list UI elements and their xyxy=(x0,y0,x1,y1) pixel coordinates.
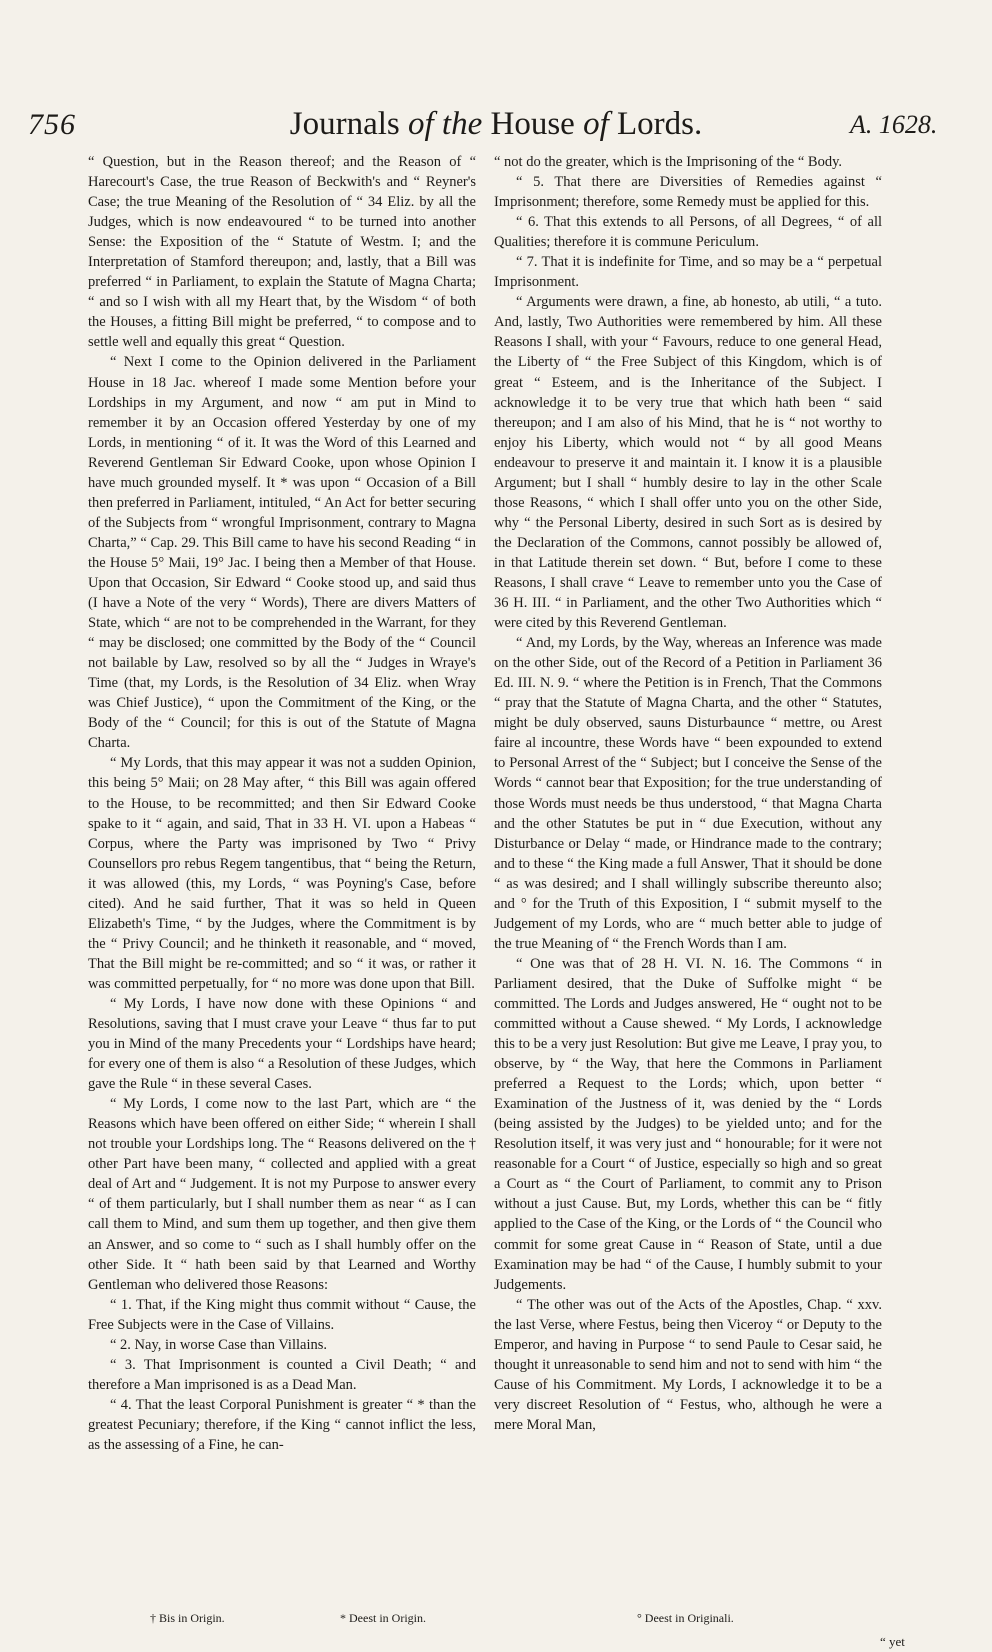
paragraph: “ 4. That the least Corporal Punishment is greater “ * than the greatest Pecuniary; therefore, if the King “ cannot inflict the less, as the assessing of a Fine, he can- xyxy=(88,1396,476,1453)
paragraph: “ Question, but in the Reason thereof; and the Reason of “ Harecourt's Case, the true Reason of Beckwith's and “ Reyner's Case; the true Meaning of the Resolution of “ 34 Eliz. by all the Judges, which is now endeavoured “ to be turned into another Sense: the Exposition of the “ Statute of Westm. I; and the Interpretation of Stamford thereupon; and, lastly, that a Bill was preferred “ in Parliament, to explain the Statute of Magna Charta; “ and so I wish with all my Heart that, by the Wisdom “ of both the Houses, a fitting Bill might be preferred, “ to compose and to settle well and equally this great “ Question. xyxy=(88,154,476,351)
paragraph: “ 7. That it is indefinite for Time, and so may be a “ perpetual Imprisonment. xyxy=(494,254,882,291)
footnote-bis: † Bis in Origin. xyxy=(150,1611,225,1625)
title-word-of: of xyxy=(583,106,609,142)
year-heading: A. 1628. xyxy=(850,110,938,139)
catchword: “ yet xyxy=(880,1634,905,1649)
title-word-of-the: of the xyxy=(408,106,483,142)
title-word-lords: Lords. xyxy=(616,106,703,142)
paragraph: “ My Lords, I have now done with these Opinions “ and Resolutions, saving that I must crave your Leave “ thus far to put you in Mind of the many Precedents your “ Lordships have heard; for every one of them is also “ a Resolution of these Judges, which gave the Rule “ in these several Cases. xyxy=(88,995,476,1093)
paragraph: “ Next I come to the Opinion delivered in the Parliament House in 18 Jac. whereof I made some Mention before your Lordships in my Argument, and now “ am put in Mind to remember it by an Occasion offered Yesterday by one of my Lords, in mentioning “ of it. It was the Word of this Learned and Reverend Gentleman Sir Edward Cooke, upon whose Opinion I have much grounded myself. It * was upon “ Occasion of a Bill then preferred in Parliament, intituled, “ An Act for better securing of the Subjects from “ wrongful Imprisonment, contrary to Magna Charta,” “ Cap. 29. This Bill came to have his second Reading “ in the House 5° Maii, 19° Jac. I being then a Member of that House. Upon that Occasion, Sir Edward “ Cooke stood up, and said thus (I have a Note of the very “ Words), There are divers Matters of State, which “ are not to be comprehended in the Warrant, for they “ may be disclosed; one committed by the Body of the “ Council not bailable by Law, resolved so by all the “ Judges in Wraye's Time (that, my Lords, is the Resolution of 34 Eliz. when Wray was Chief Justice), “ upon the Commitment of the King, or the Body of the “ Council; for this is out of the Statute of Magna Charta. xyxy=(88,354,476,752)
paragraph: “ The other was out of the Acts of the Apostles, Chap. “ xxv. the last Verse, where Festus, being then Viceroy “ or Deputy to the Emperor, and having in Purpose “ to send Paule to Cesar said, he thought it unreasonable to send him and not to send with him “ the Cause of his Commitment. My Lords, I acknowledge it to be a very discreet Resolution of “ Festus, who, although he were a mere Moral Man, xyxy=(494,1296,882,1433)
paragraph: “ My Lords, that this may appear it was not a sudden Opinion, this being 5° Maii; on 28 May after, “ this Bill was again offered to the House, to be recommitted; and then Sir Edward Cooke spake to it “ again, and said, That in 33 H. VI. upon a Habeas “ Corpus, where the Party was imprisoned by Two “ Privy Counsellors pro rebus Regem tangentibus, that “ being the Return, it was allowed (this, my Lords, “ was Poyning's Case, before cited). And he said further, That it was so held in Queen Elizabeth's Time, “ by the Judges, where the Commitment is by the “ Privy Council; and he thinketh it reasonable, and “ moved, That the Bill might be re-committed; and so “ it was, or rather it was committed perpetually, for “ no more was done upon that Bill. xyxy=(88,755,476,992)
paragraph: “ Arguments were drawn, a fine, ab honesto, ab utili, “ a tuto. And, lastly, Two Authorities were remembered by him. All these Reasons I shall, with your “ Favours, reduce to one general Head, the Liberty of “ the Free Subject of this Kingdom, which is of great “ Esteem, and is the Inheritance of the Subject. I acknowledge it to be very true that which hath been “ said thereupon; and I am also of his Mind, that he is “ not worthy to enjoy his Liberty, which would not “ by all good Means endeavour to preserve it and maintain it. I know it is a plausible Argument; but I shall “ humbly desire to lay in the other Scale those Reasons, “ which I shall offer unto you on the other Side, why “ the Personal Liberty, desired in such Sort as is desired by the Declaration of the Commons, cannot possibly be allowed of, in that Latitude therein set down. “ But, before I come to these Reasons, I shall crave “ Leave to remember unto you the Case of 36 H. III. “ in Parliament, and the other Two Authorities which “ were cited by this Reverend Gentleman. xyxy=(494,294,882,632)
paragraph: “ 1. That, if the King might thus commit without “ Cause, the Free Subjects were in the Case of Villains. xyxy=(88,1296,476,1333)
running-title xyxy=(0,106,992,143)
left-column xyxy=(88,152,476,1455)
title-word-house: House xyxy=(490,106,575,142)
page-number: 756 xyxy=(28,108,76,141)
paragraph: “ 2. Nay, in worse Case than Villains. xyxy=(110,1336,327,1353)
paragraph: “ My Lords, I come now to the last Part, which are “ the Reasons which have been offered on either Side; “ wherein I shall not trouble your Lordships long. The “ Reasons delivered on the † other Part have been many, “ collected and applied with a great deal of Art and “ Judgement. It is not my Purpose to answer every “ of them particularly, but I shall number them as near “ as I can call them to Mind, and sum them up together, and then give them an Answer, and so come to “ such as I shall humbly offer on the other Side. It “ hath been said by that Learned and Worthy Gentleman who delivered those Reasons: xyxy=(88,1096,476,1293)
footnote-deest: * Deest in Origin. xyxy=(340,1611,426,1625)
footnote-deest-originali: ° Deest in Originali. xyxy=(637,1611,734,1625)
right-column xyxy=(494,152,882,1435)
paragraph: “ One was that of 28 H. VI. N. 16. The Commons “ in Parliament desired, that the Duke of Suffolke might “ be committed. The Lords and Judges answered, He “ ought not to be committed without a Cause shewed. “ My Lords, I acknowledge this to be a very just Resolution: But give me Leave, I pray you, to observe, by “ the Way, that here the Commons in Parliament preferred a Request to the Lords; which, upon better “ Examination of the Justness of it, was denied by the “ Lords (being assisted by the Judges) to be yielded unto; and for the Resolution itself, it was very just and “ honourable; for it were not reasonable for a Court “ of Justice, especially so high and so great a Court as “ the Court of Parliament, to commit any to Prison without a just Cause. But, my Lords, whether this can be “ fitly applied to the Case of the King, or the Lords of “ the Council who commit for some great Cause in “ Reason of State, until a due Examination may be had “ of the Cause, I humbly submit to your Judgements. xyxy=(494,955,882,1293)
paragraph: “ 6. That this extends to all Persons, of all Degrees, “ of all Qualities; therefore it is commune Periculum. xyxy=(494,214,882,251)
paragraph: “ 3. That Imprisonment is counted a Civil Death; “ and therefore a Man imprisoned is as a Dead Man. xyxy=(88,1356,476,1393)
paragraph: “ not do the greater, which is the Imprisoning of the “ Body. xyxy=(494,154,843,170)
title-word-journals: Journals xyxy=(289,106,400,142)
paragraph: “ And, my Lords, by the Way, whereas an Inference was made on the other Side, out of the Record of a Petition in Parliament 36 Ed. III. N. 9. “ where the Petition is in French, That the Commons “ pray that the Statute of Magna Charta, and the other “ Statutes, might be duly observed, sauns Disturbaunce “ mettre, ou Arest faire al incountre, these Words have “ been expounded to extend to Personal Arrest of the “ Subject; but I conceive the Sense of the Words “ cannot bear that Exposition; for the true understanding of those Words must needs be thus understood, “ that Magna Charta and the other Statutes be put in “ due Execution, without any Disturbance or Delay “ made, or Hindrance made to the contrary; and to these “ the King made a full Answer, That it should be done “ as was desired; and I shall willingly subscribe thereunto also; and ° for the Truth of this Exposition, I “ submit myself to the Judgement of my Lords, who are “ much better able to judge of the true Meaning of “ the French Words than I am. xyxy=(494,635,882,952)
paragraph: “ 5. That there are Diversities of Remedies against “ Imprisonment; therefore, some Remedy must be applied for this. xyxy=(494,174,882,211)
